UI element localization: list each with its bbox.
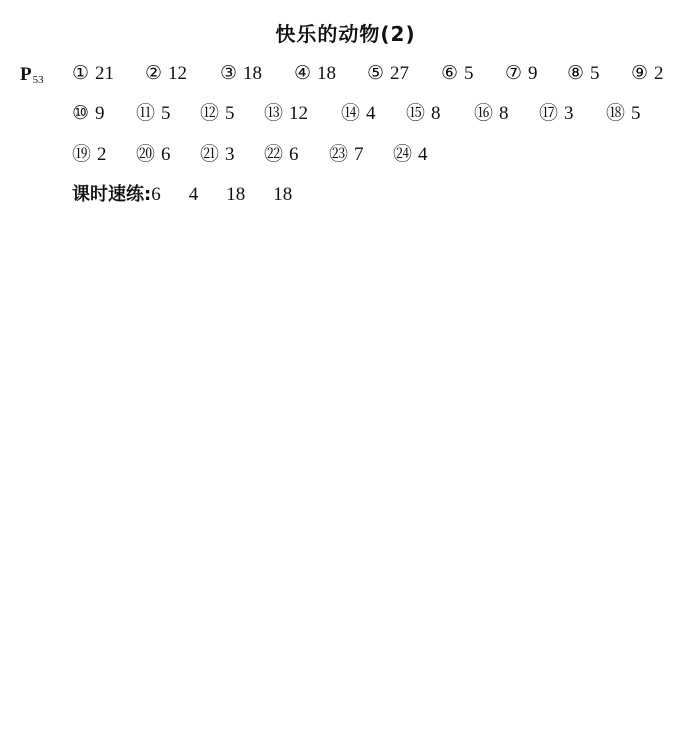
question-number: ⑩	[72, 103, 90, 124]
answer-value: 8	[431, 103, 441, 124]
answer-item	[72, 62, 114, 86]
question-number: ③	[220, 63, 238, 84]
answer-item	[264, 143, 299, 167]
question-number: ⑥	[441, 63, 459, 84]
practice-value: 18	[273, 184, 293, 205]
answer-item	[329, 143, 364, 167]
answer-item	[136, 102, 171, 126]
answer-value: 5	[225, 103, 235, 124]
question-number: ㉒	[264, 144, 284, 165]
answer-item	[441, 62, 474, 86]
question-number: ⑮	[406, 103, 426, 124]
answer-item	[145, 62, 187, 86]
answer-value: 8	[499, 103, 509, 124]
answer-item	[200, 102, 235, 126]
page-number: 53	[32, 74, 44, 86]
question-number: ②	[145, 63, 163, 84]
answer-value: 3	[564, 103, 574, 124]
answer-value: 2	[654, 63, 664, 84]
question-number: ⑪	[136, 103, 156, 124]
answer-value: 12	[289, 103, 309, 124]
answer-item	[505, 62, 538, 86]
answer-value: 6	[289, 144, 299, 165]
question-number: ⑰	[539, 103, 559, 124]
answer-item	[341, 102, 376, 126]
practice-value: 18	[226, 184, 246, 205]
answer-item	[72, 102, 105, 126]
answer-item	[474, 102, 509, 126]
question-number: ⑧	[567, 63, 585, 84]
page-title: 快乐的动物(2)	[275, 22, 416, 46]
answer-item	[294, 62, 336, 86]
answer-item	[220, 62, 262, 86]
answer-value: 5	[464, 63, 474, 84]
answer-value: 4	[366, 103, 376, 124]
answer-item	[539, 102, 574, 126]
answer-item	[393, 143, 428, 167]
answer-value: 21	[95, 63, 115, 84]
answer-item	[606, 102, 641, 126]
question-number: ⑭	[341, 103, 361, 124]
answer-value: 18	[243, 63, 263, 84]
question-number: ⑳	[136, 144, 156, 165]
question-number: ㉑	[200, 144, 220, 165]
question-number: ⑦	[505, 63, 523, 84]
answer-row	[0, 102, 691, 126]
answer-item	[631, 62, 664, 86]
question-number: ⑯	[474, 103, 494, 124]
answer-value: 18	[317, 63, 337, 84]
answer-item	[200, 143, 235, 167]
answer-value: 5	[590, 63, 600, 84]
answer-value: 4	[418, 144, 428, 165]
answer-item	[264, 102, 308, 126]
answer-item	[136, 143, 171, 167]
answer-value: 27	[390, 63, 410, 84]
page-prefix: P	[20, 64, 32, 85]
answer-value: 9	[528, 63, 538, 84]
answer-value: 7	[354, 144, 364, 165]
question-number: ㉓	[329, 144, 349, 165]
answer-item	[367, 62, 409, 86]
answer-value: 6	[161, 144, 171, 165]
answer-value: 2	[97, 144, 107, 165]
question-number: ⑤	[367, 63, 385, 84]
answer-value: 9	[95, 103, 105, 124]
question-number: ①	[72, 63, 90, 84]
answer-value: 5	[631, 103, 641, 124]
practice-value: 6	[151, 184, 161, 205]
answer-value: 3	[225, 144, 235, 165]
practice-section	[72, 183, 320, 207]
answer-item	[72, 143, 107, 167]
question-number: ⑲	[72, 144, 92, 165]
answer-value: 5	[161, 103, 171, 124]
question-number: ⑱	[606, 103, 626, 124]
question-number: ④	[294, 63, 312, 84]
question-number: ⑨	[631, 63, 649, 84]
answer-row	[0, 62, 691, 86]
question-number: ⑬	[264, 103, 284, 124]
question-number: ⑫	[200, 103, 220, 124]
answer-value: 12	[168, 63, 188, 84]
answer-item	[406, 102, 441, 126]
answer-item	[567, 62, 600, 86]
practice-label: 课时速练:	[72, 184, 152, 205]
practice-value: 4	[188, 184, 199, 205]
question-number: ㉔	[393, 144, 413, 165]
answer-row	[0, 143, 691, 167]
